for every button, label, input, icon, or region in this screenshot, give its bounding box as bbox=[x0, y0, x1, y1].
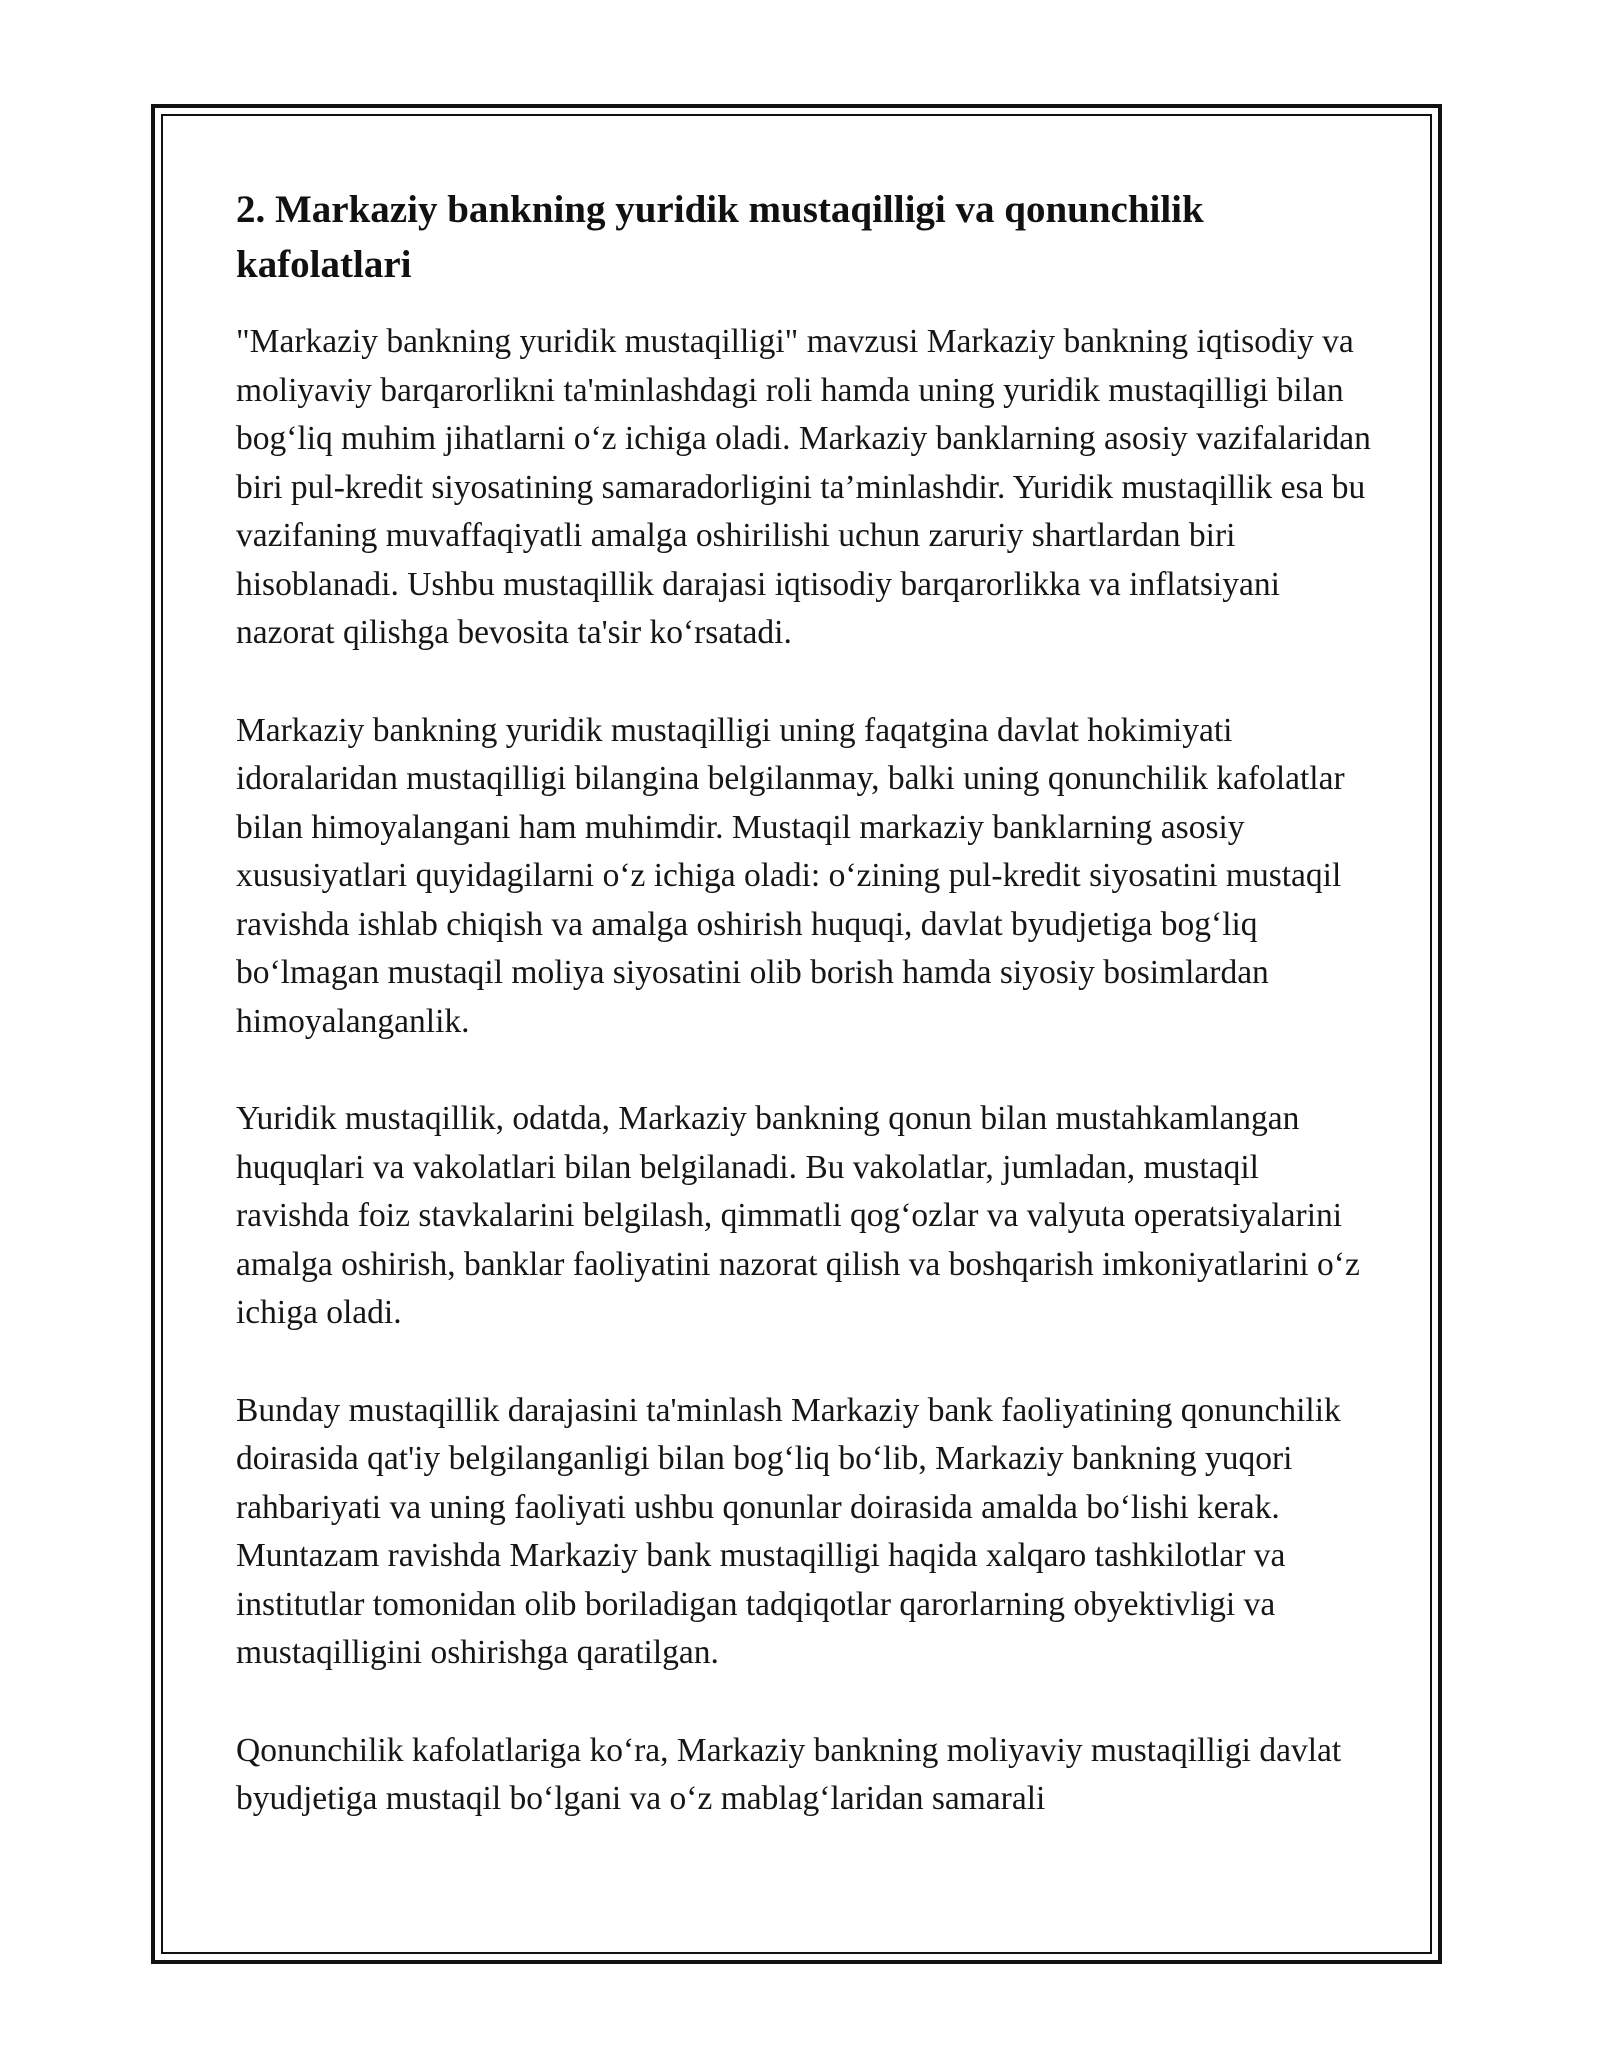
paragraph-4: Bunday mustaqillik darajasini ta'minlash Markaziy bank faoliyatining qonunchilik doirasida qat'iy belgilanganligi bilan bog‘liq bo‘lib, Markaziy bankning yuqori rahbariyati va uning faoliyati ushbu qonunlar doirasida amalda bo‘lishi kerak. Muntazam ravishda Markaziy bank mustaqilligi haqida xalqaro tashkilotlar va institutlar tomonidan olib boriladigan tadqiqotlar qarorlarning obyektivligi va mustaqilligini oshirishga qaratilgan. bbox=[236, 1391, 1341, 1671]
paragraph-3: Yuridik mustaqillik, odatda, Markaziy bankning qonun bilan mustahkamlangan huquqlari va vakolatlari bilan belgilanadi. Bu vakolatlar, jumladan, mustaqil ravishda foiz stavkalarini belgilash, qimmatli qog‘ozlar va valyuta operatsiyalarini amalga oshirish, banklar faoliyatini nazorat qilish va boshqarish imkoniyatlarini o‘z ichiga oladi. bbox=[236, 1100, 1360, 1331]
paragraph-2: Markaziy bankning yuridik mustaqilligi uning faqatgina davlat hokimiyati idoralaridan mustaqilligi bilangina belgilanmay, balki uning qonunchilik kafolatlar bilan himoyalangani ham muhimdir. Mustaqil markaziy banklarning asosiy xususiyatlari quyidagilarni o‘z ichiga oladi: o‘zining pul-kredit siyosatini mustaqil ravishda ishlab chiqish va amalga oshirish huquqi, davlat byudjetiga bog‘liq bo‘lmagan mustaqil moliya siyosatini olib borish hamda siyosiy bosimlardan himoyalanganlik. bbox=[236, 711, 1345, 1040]
paragraph-5: Qonunchilik kafolatlariga ko‘ra, Markaziy bankning moliyaviy mustaqilligi davlat byudjetiga mustaqil bo‘lgani va o‘z mablag‘laridan samarali bbox=[236, 1731, 1342, 1817]
paragraph-1: "Markaziy bankning yuridik mustaqilligi" mavzusi Markaziy bankning iqtisodiy va moliyaviy barqarorlikni ta'minlashdagi roli hamda uning yuridik mustaqilligi bilan bog‘liq muhim jihatlarni o‘z ichiga oladi. Markaziy banklarning asosiy vazifalaridan biri pul-kredit siyosatining samaradorligini ta’minlashdir. Yuridik mustaqillik esa bu vazifaning muvaffaqiyatli amalga oshirilishi uchun zaruriy shartlardan biri hisoblanadi. Ushbu mustaqillik darajasi iqtisodiy barqarorlikka va inflatsiyani nazorat qilishga bevosita ta'sir ko‘rsatadi. bbox=[236, 323, 1371, 651]
section-heading: 2. Markaziy bankning yuridik mustaqilligi va qonunchilik kafolatlari bbox=[236, 188, 1204, 286]
document-body bbox=[236, 182, 1376, 1873]
